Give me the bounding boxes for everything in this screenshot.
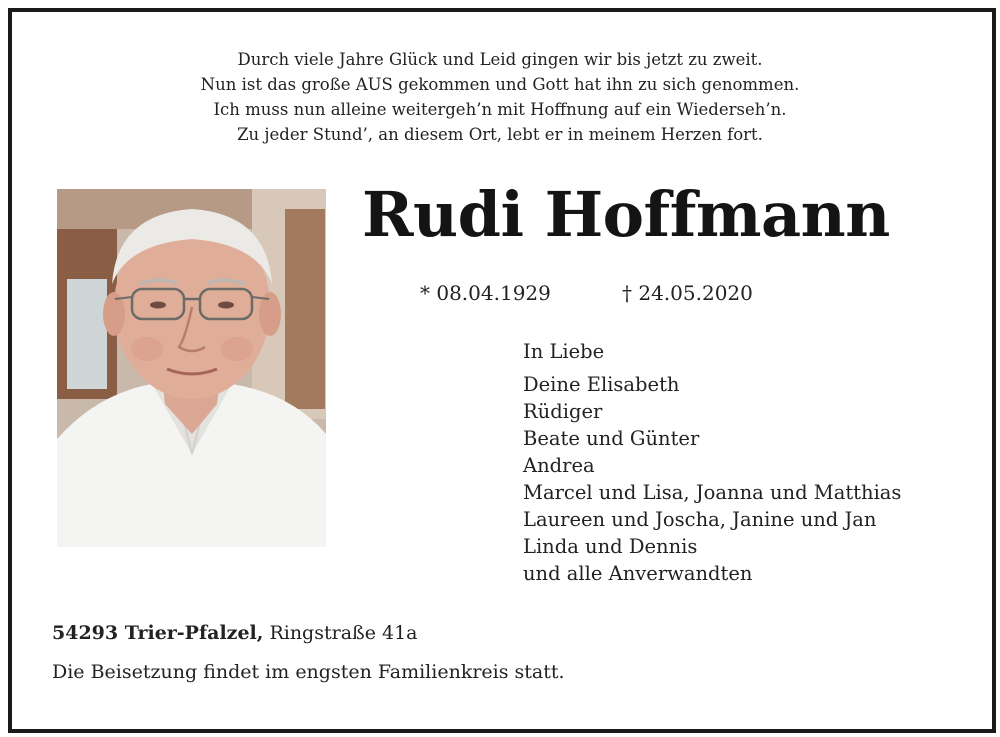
mourner-name: Laureen und Joscha, Janine und Jan [523, 508, 877, 531]
mourner-name: Andrea [523, 454, 595, 477]
burial-note: Die Beisetzung findet im engsten Familienkreis statt. [52, 661, 565, 683]
mourner-name: und alle Anverwandten [523, 562, 753, 585]
address [52, 620, 418, 646]
mourners-list [523, 338, 901, 587]
mourner-name: Marcel und Lisa, Joanna und Matthias [523, 481, 902, 504]
deceased-name: Rudi Hoffmann [362, 178, 890, 251]
poem [0, 47, 1000, 147]
mourner-name: Deine Elisabeth [523, 373, 680, 396]
birth-date: * 08.04.1929 [420, 281, 551, 305]
mourner-name: Rüdiger [523, 400, 603, 423]
poem-line: Zu jeder Stund’, an diesem Ort, lebt er in meinem Herzen fort. [237, 125, 763, 144]
portrait-photo [57, 189, 326, 547]
mourner-name: Beate und Günter [523, 427, 700, 450]
death-date: † 24.05.2020 [622, 281, 753, 305]
mourner-name: Linda und Dennis [523, 535, 698, 558]
address-street: Ringstraße 41a [269, 622, 418, 644]
poem-line: Ich muss nun alleine weitergeh’n mit Hoffnung auf ein Wiederseh’n. [213, 100, 787, 119]
address-city: 54293 Trier-Pfalzel, [52, 622, 264, 644]
mourners-intro: In Liebe [523, 340, 605, 363]
poem-line: Nun ist das große AUS gekommen und Gott hat ihn zu sich genommen. [200, 75, 800, 94]
poem-line: Durch viele Jahre Glück und Leid gingen wir bis jetzt zu zweit. [237, 50, 763, 69]
